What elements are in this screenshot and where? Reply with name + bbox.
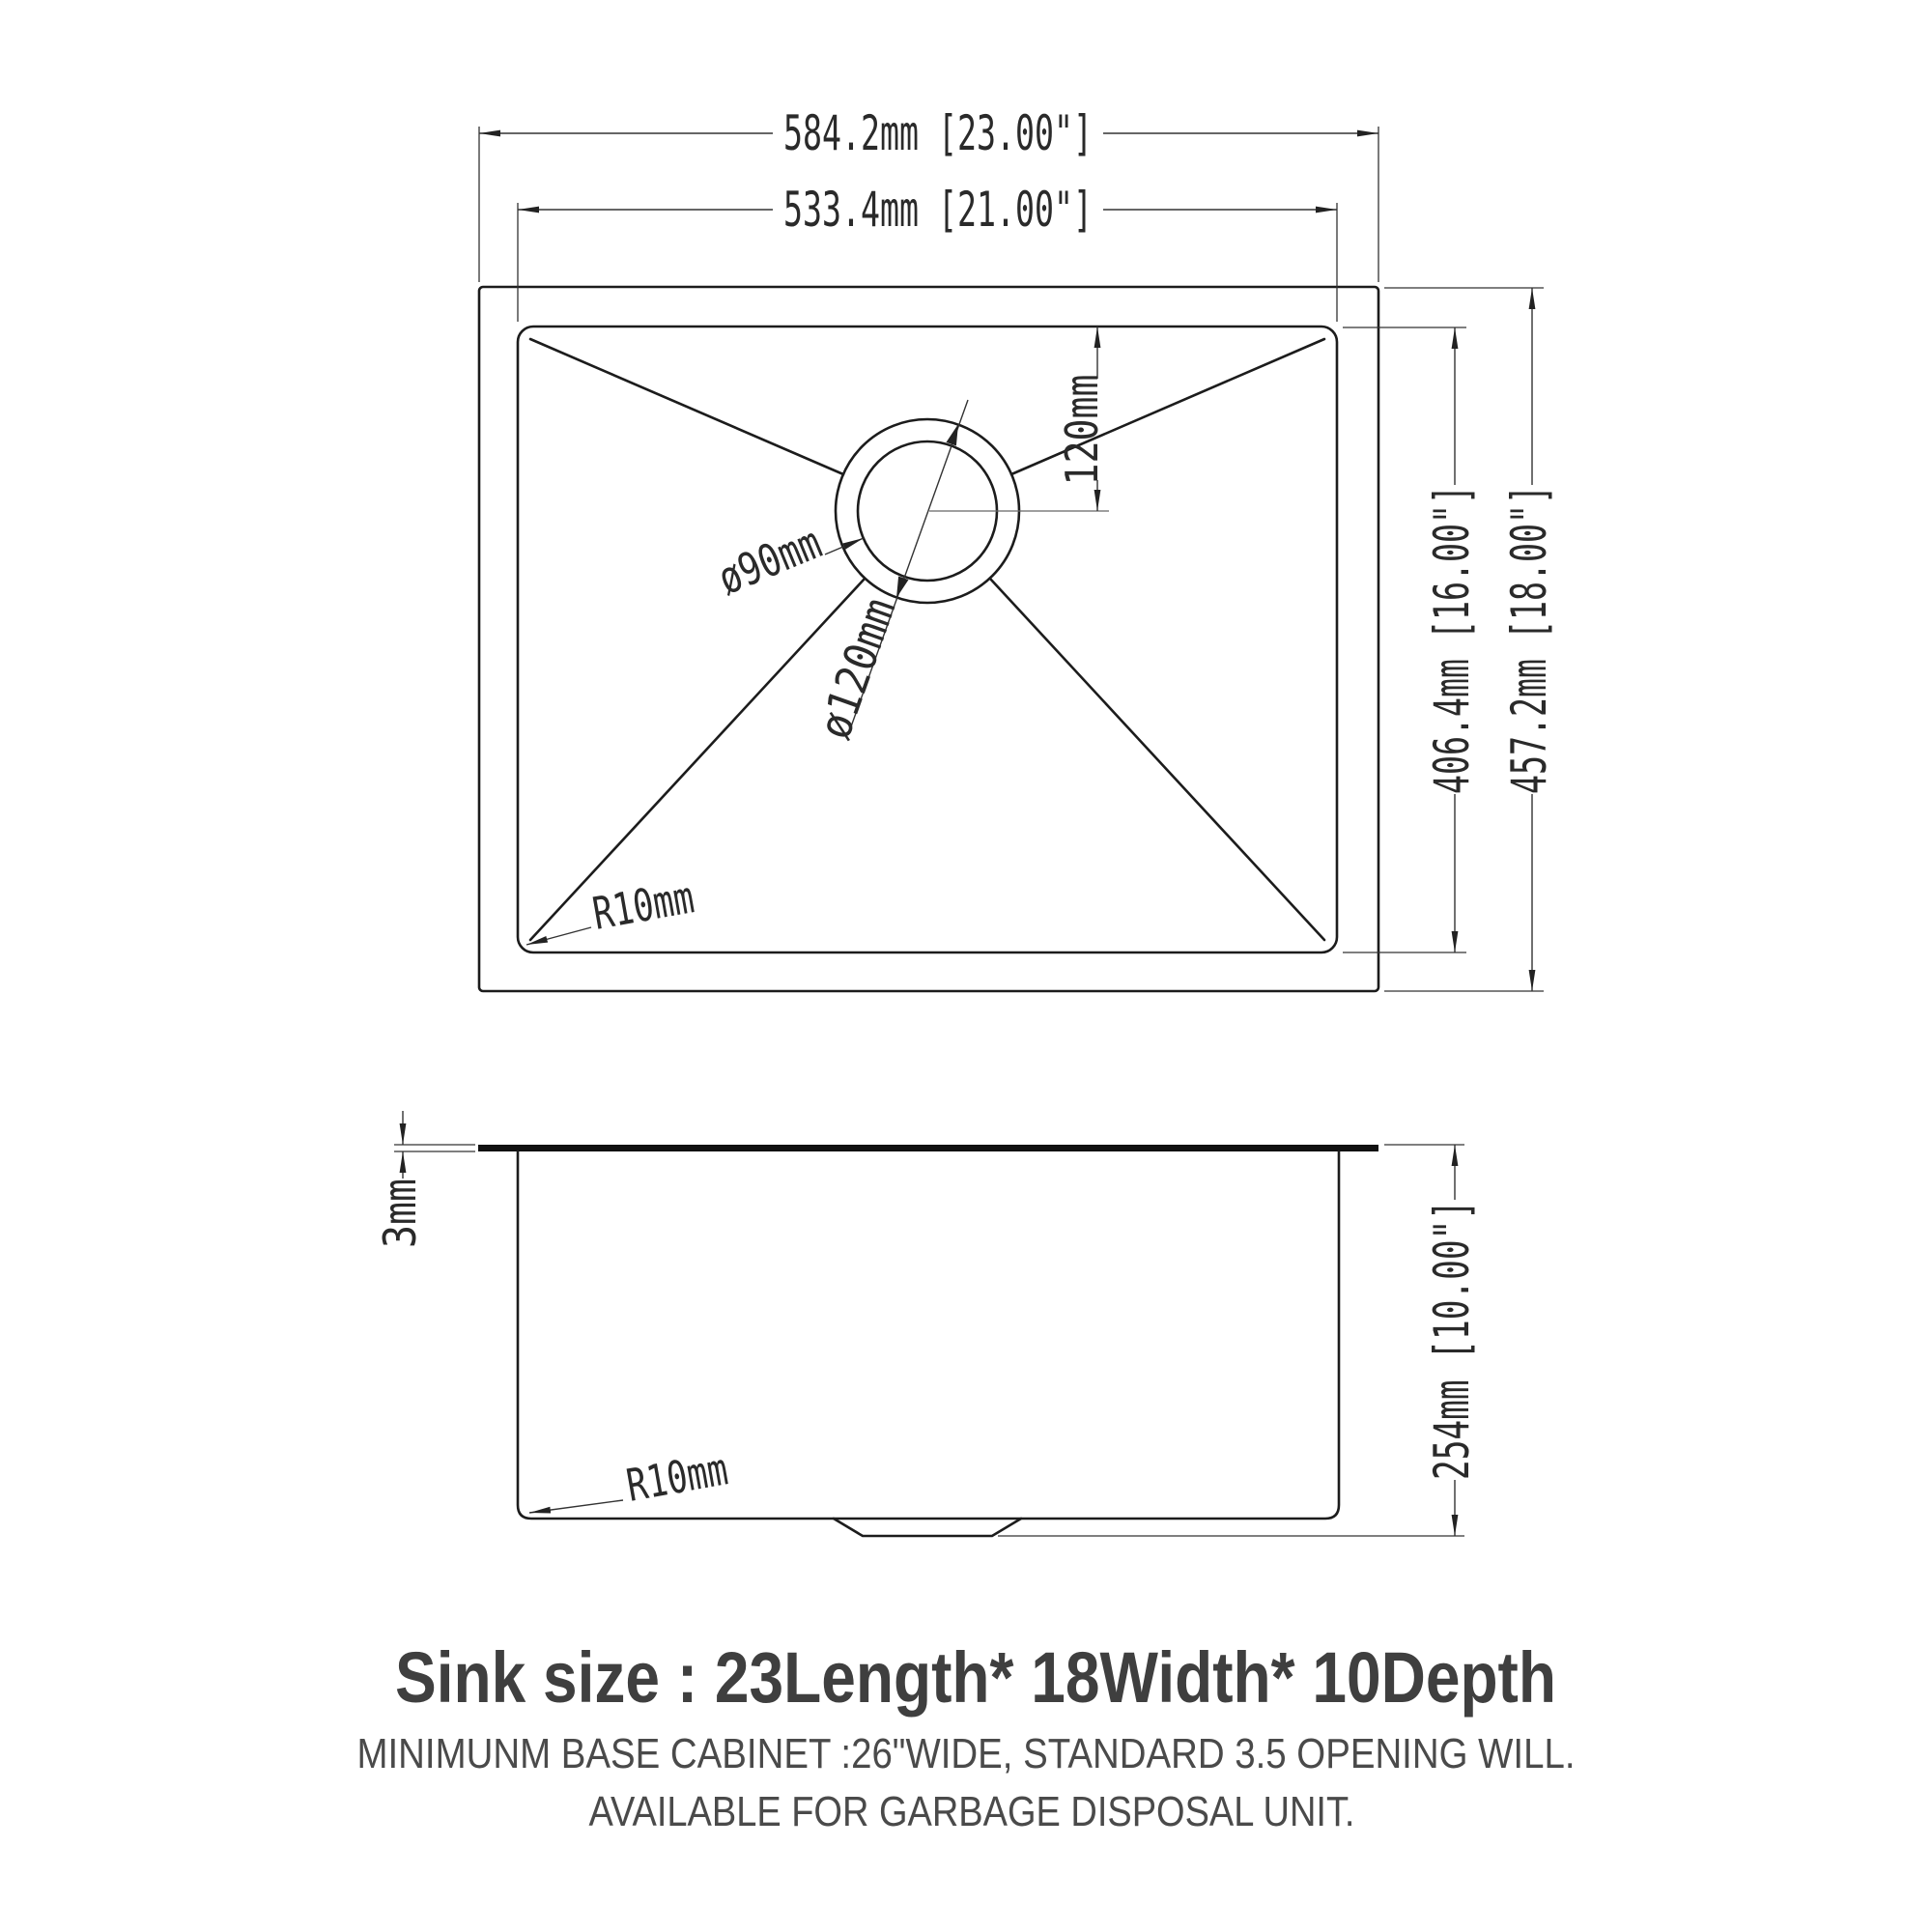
rim-thickness-dim (374, 1111, 475, 1248)
inner-width-label: 533.4mm [21.00"] (783, 182, 1093, 238)
drain-inner-diameter-dim (710, 505, 864, 606)
cabinet-note-line: MINIMUNM BASE CABINET :26"WIDE, STANDARD 3.5 OPENING WILL. (356, 1730, 1576, 1777)
depth-label: 254mm [10.00"] (1424, 1072, 1480, 1480)
drain-offset-dim (929, 327, 1109, 511)
side-view (374, 1072, 1480, 1536)
drain-offset-label: 120mm (1056, 352, 1108, 486)
outer-width-label: 584.2mm [23.00"] (783, 105, 1093, 161)
sink-size-title: Sink size : 23Length* 18Width* 10Depth (395, 1637, 1556, 1718)
inner-height-dim (1343, 327, 1480, 952)
top-corner-radius-label: R10mm (588, 865, 730, 940)
rim-thickness-label: 3mm (374, 1167, 426, 1248)
top-corner-radius-dim (526, 865, 730, 945)
drain-outer-diameter-dim (808, 400, 968, 746)
bowl-slope-diagonals (530, 339, 1324, 940)
drain-fitting-profile (834, 1519, 1021, 1536)
drain-outer-diameter-label: ø120mm (808, 577, 911, 746)
side-corner-radius-dim (529, 1436, 764, 1513)
inner-height-label: 406.4mm [16.00"] (1424, 328, 1480, 794)
inner-width-dim (518, 182, 1337, 322)
caption-block (357, 1637, 1576, 1835)
disposal-note-line: AVAILABLE FOR GARBAGE DISPOSAL UNIT. (588, 1788, 1355, 1835)
depth-dim (998, 1072, 1480, 1536)
rim-flange-bar (478, 1145, 1378, 1151)
drain-inner-diameter-label: ø90mm (710, 505, 855, 606)
top-view (479, 105, 1557, 991)
outer-height-label: 457.2mm [18.00"] (1501, 328, 1557, 794)
side-corner-radius-label: R10mm (622, 1436, 764, 1512)
